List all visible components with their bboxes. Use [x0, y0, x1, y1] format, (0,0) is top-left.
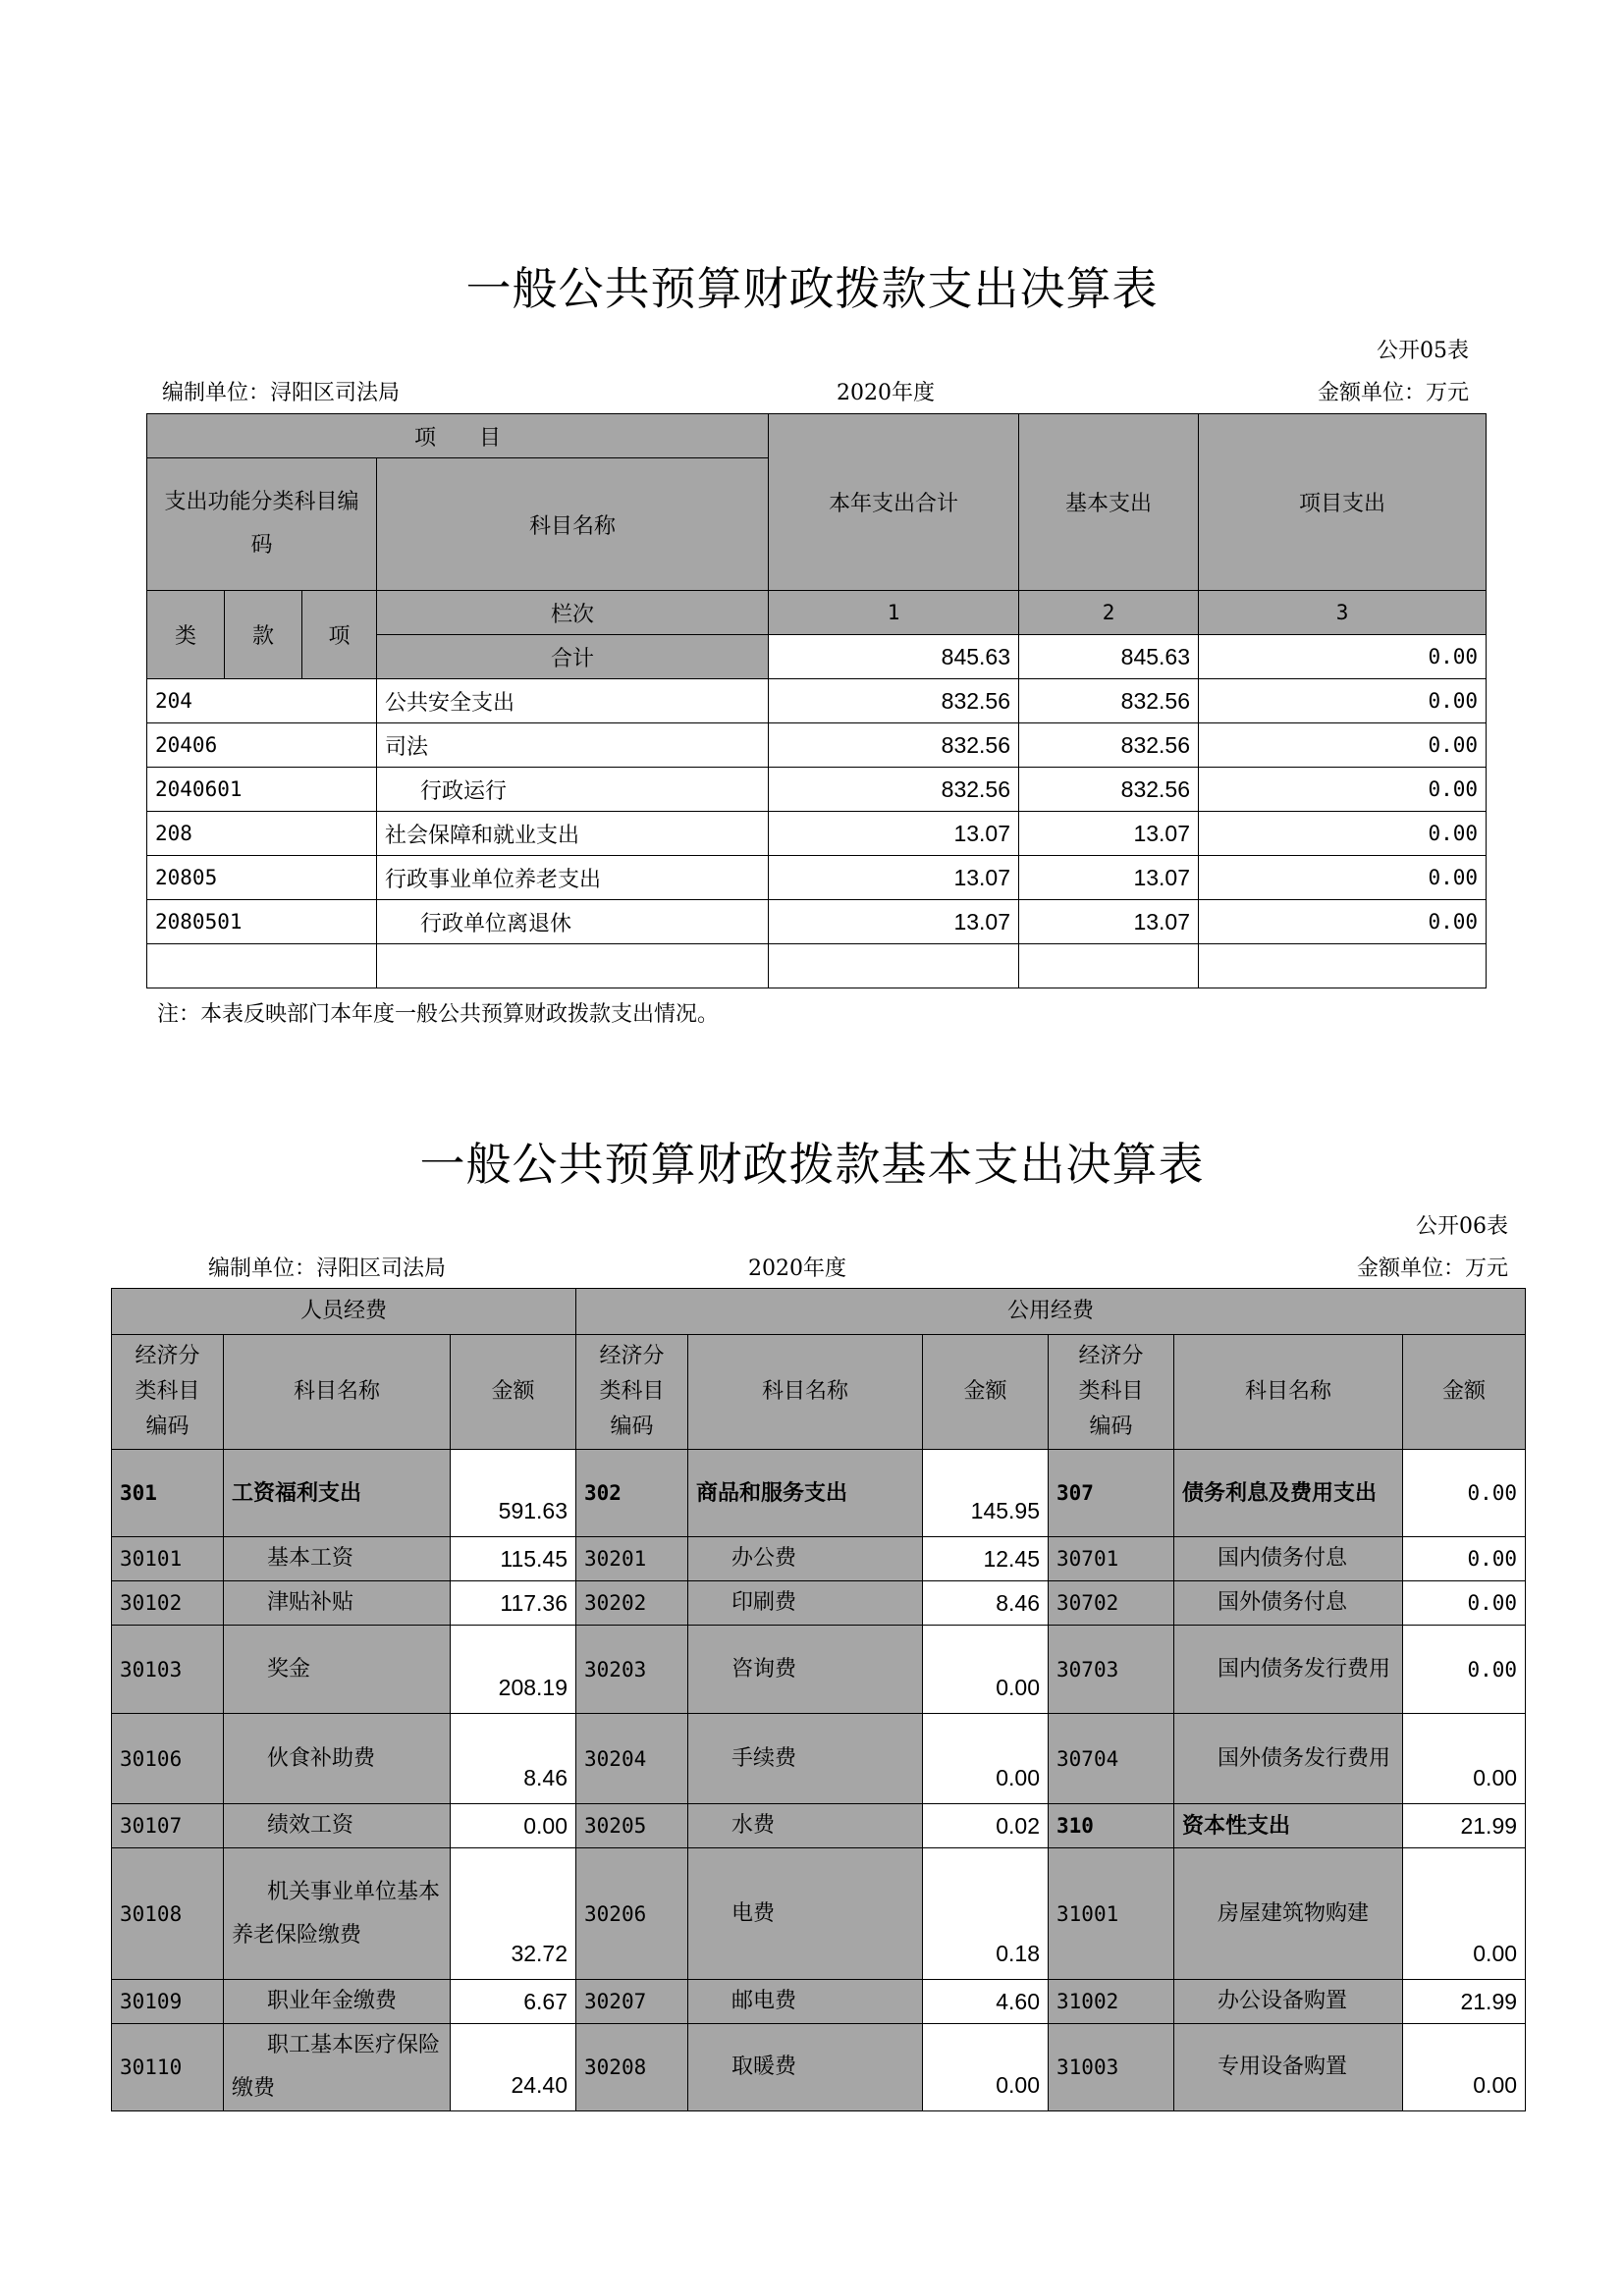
code: 30206	[576, 1848, 688, 1980]
name: 机关事业单位基本养老保险缴费	[224, 1848, 451, 1980]
header-amount: 金额	[923, 1335, 1049, 1450]
code: 31003	[1049, 2024, 1174, 2111]
row-total: 832.56	[769, 768, 1019, 812]
amount: 21.99	[1403, 1804, 1526, 1848]
table1-title: 一般公共预算财政拨款支出决算表	[465, 262, 1159, 315]
header-subject-name: 科目名称	[688, 1335, 923, 1450]
name: 手续费	[688, 1714, 923, 1804]
name: 职业年金缴费	[224, 1980, 451, 2024]
table-row	[112, 1848, 1526, 1980]
amount: 115.45	[451, 1537, 576, 1581]
amount: 208.19	[451, 1626, 576, 1714]
header-func-code: 支出功能分类科目编码	[147, 458, 377, 591]
amount: 0.00	[1403, 1848, 1526, 1980]
code: 30106	[112, 1714, 224, 1804]
header-amount: 金额	[1403, 1335, 1526, 1450]
amount: 0.00	[1403, 1581, 1526, 1626]
amount: 591.63	[451, 1450, 576, 1537]
row-basic: 832.56	[1019, 768, 1199, 812]
row-project: 0.00	[1199, 679, 1487, 723]
amount: 0.02	[923, 1804, 1049, 1848]
header-project: 项目支出	[1199, 414, 1487, 591]
table1	[146, 413, 1487, 988]
code: 30704	[1049, 1714, 1174, 1804]
row-code: 20805	[147, 856, 377, 900]
name: 房屋建筑物购建	[1174, 1848, 1403, 1980]
empty-cell	[377, 944, 769, 988]
sum-total: 845.63	[769, 635, 1019, 679]
header-personnel: 人员经费	[112, 1289, 576, 1335]
table-row	[112, 1537, 1526, 1581]
name: 电费	[688, 1848, 923, 1980]
row-code: 204	[147, 679, 377, 723]
amount: 12.45	[923, 1537, 1049, 1581]
row-basic: 13.07	[1019, 900, 1199, 944]
header-econ-code: 经济分类科目编码	[576, 1335, 688, 1450]
table-row	[112, 1980, 1526, 2024]
name: 职工基本医疗保险缴费	[224, 2024, 451, 2111]
sum-project: 0.00	[1199, 635, 1487, 679]
code: 30108	[112, 1848, 224, 1980]
code: 30202	[576, 1581, 688, 1626]
code: 30204	[576, 1714, 688, 1804]
table-row	[147, 900, 1487, 944]
amount: 32.72	[451, 1848, 576, 1980]
row-name: 行政单位离退休	[377, 900, 769, 944]
header-col3: 3	[1199, 591, 1487, 635]
code: 30207	[576, 1980, 688, 2024]
header-lei: 类	[147, 591, 225, 679]
table-row	[112, 2024, 1526, 2111]
table-row	[112, 1581, 1526, 1626]
row-project: 0.00	[1199, 812, 1487, 856]
header-amount: 金额	[451, 1335, 576, 1450]
header-subject-name: 科目名称	[377, 458, 769, 591]
code: 30110	[112, 2024, 224, 2111]
table-row	[112, 1714, 1526, 1804]
row-code: 2080501	[147, 900, 377, 944]
table2-year: 2020年度	[748, 1256, 846, 1281]
code: 30701	[1049, 1537, 1174, 1581]
table1-currency: 金额单位：万元	[1317, 381, 1469, 405]
code: 30103	[112, 1626, 224, 1714]
header-kuan: 款	[225, 591, 302, 679]
header-item: 项 目	[147, 414, 769, 458]
amount: 0.00	[1403, 2024, 1526, 2111]
amount: 0.00	[923, 2024, 1049, 2111]
row-project: 0.00	[1199, 900, 1487, 944]
empty-cell	[769, 944, 1019, 988]
name: 国外债务付息	[1174, 1581, 1403, 1626]
amount: 21.99	[1403, 1980, 1526, 2024]
header-col2: 2	[1019, 591, 1199, 635]
row-project: 0.00	[1199, 856, 1487, 900]
name: 印刷费	[688, 1581, 923, 1626]
code: 31001	[1049, 1848, 1174, 1980]
row-code: 20406	[147, 723, 377, 768]
table2-form-no: 公开06表	[1416, 1214, 1508, 1239]
code: 30203	[576, 1626, 688, 1714]
header-xiang: 项	[302, 591, 377, 679]
name: 津贴补贴	[224, 1581, 451, 1626]
row-basic: 13.07	[1019, 812, 1199, 856]
amount: 0.00	[1403, 1626, 1526, 1714]
table2-currency: 金额单位：万元	[1356, 1256, 1508, 1281]
table-row	[112, 1804, 1526, 1848]
code: 30703	[1049, 1626, 1174, 1714]
code: 30102	[112, 1581, 224, 1626]
name: 国外债务发行费用	[1174, 1714, 1403, 1804]
table-row	[147, 812, 1487, 856]
header-total: 本年支出合计	[769, 414, 1019, 591]
row-project: 0.00	[1199, 723, 1487, 768]
header-public: 公用经费	[576, 1289, 1526, 1335]
amount: 0.00	[451, 1804, 576, 1848]
empty-cell	[1019, 944, 1199, 988]
name: 资本性支出	[1174, 1804, 1403, 1848]
table1-note: 注：本表反映部门本年度一般公共预算财政拨款支出情况。	[157, 1002, 720, 1027]
empty-cell	[147, 944, 377, 988]
row-total: 832.56	[769, 723, 1019, 768]
amount: 4.60	[923, 1980, 1049, 2024]
name: 债务利息及费用支出	[1174, 1450, 1403, 1537]
code: 302	[576, 1450, 688, 1537]
name: 邮电费	[688, 1980, 923, 2024]
row-name: 行政事业单位养老支出	[377, 856, 769, 900]
code: 30109	[112, 1980, 224, 2024]
amount: 0.18	[923, 1848, 1049, 1980]
name: 伙食补助费	[224, 1714, 451, 1804]
name: 基本工资	[224, 1537, 451, 1581]
row-basic: 832.56	[1019, 679, 1199, 723]
table-row	[147, 679, 1487, 723]
table2-title: 一般公共预算财政拨款基本支出决算表	[419, 1138, 1205, 1191]
row-code: 2040601	[147, 768, 377, 812]
amount: 6.67	[451, 1980, 576, 2024]
name: 绩效工资	[224, 1804, 451, 1848]
row-basic: 13.07	[1019, 856, 1199, 900]
table2	[111, 1288, 1526, 2111]
name: 国内债务付息	[1174, 1537, 1403, 1581]
table2-unit-label: 编制单位：浔阳区司法局	[208, 1256, 447, 1281]
table-row-empty	[147, 944, 1487, 988]
row-total: 13.07	[769, 900, 1019, 944]
name: 专用设备购置	[1174, 2024, 1403, 2111]
row-code: 208	[147, 812, 377, 856]
header-subject-name: 科目名称	[224, 1335, 451, 1450]
table-row	[147, 723, 1487, 768]
amount: 8.46	[451, 1714, 576, 1804]
amount: 0.00	[923, 1626, 1049, 1714]
name: 办公设备购置	[1174, 1980, 1403, 2024]
code: 307	[1049, 1450, 1174, 1537]
name: 奖金	[224, 1626, 451, 1714]
amount: 0.00	[1403, 1537, 1526, 1581]
row-name: 公共安全支出	[377, 679, 769, 723]
table-row	[147, 768, 1487, 812]
amount: 0.00	[923, 1714, 1049, 1804]
code: 30702	[1049, 1581, 1174, 1626]
header-econ-code: 经济分类科目编码	[1049, 1335, 1174, 1450]
code: 30107	[112, 1804, 224, 1848]
row-name: 行政运行	[377, 768, 769, 812]
sum-label: 合计	[377, 635, 769, 679]
code: 30205	[576, 1804, 688, 1848]
row-name: 社会保障和就业支出	[377, 812, 769, 856]
code: 31002	[1049, 1980, 1174, 2024]
row-total: 832.56	[769, 679, 1019, 723]
name: 办公费	[688, 1537, 923, 1581]
row-total: 13.07	[769, 856, 1019, 900]
header-basic: 基本支出	[1019, 414, 1199, 591]
name: 水费	[688, 1804, 923, 1848]
amount: 24.40	[451, 2024, 576, 2111]
amount: 117.36	[451, 1581, 576, 1626]
row-name: 司法	[377, 723, 769, 768]
name: 咨询费	[688, 1626, 923, 1714]
table1-form-no: 公开05表	[1377, 339, 1469, 363]
table1-year: 2020年度	[837, 381, 935, 405]
code: 30201	[576, 1537, 688, 1581]
table-row	[112, 1450, 1526, 1537]
empty-cell	[1199, 944, 1487, 988]
header-column-no: 栏次	[377, 591, 769, 635]
amount: 0.00	[1403, 1450, 1526, 1537]
name: 国内债务发行费用	[1174, 1626, 1403, 1714]
row-total: 13.07	[769, 812, 1019, 856]
row-basic: 832.56	[1019, 723, 1199, 768]
amount: 0.00	[1403, 1714, 1526, 1804]
amount: 8.46	[923, 1581, 1049, 1626]
table1-unit-label: 编制单位：浔阳区司法局	[162, 381, 401, 405]
code: 310	[1049, 1804, 1174, 1848]
name: 取暖费	[688, 2024, 923, 2111]
row-project: 0.00	[1199, 768, 1487, 812]
header-econ-code: 经济分类科目编码	[112, 1335, 224, 1450]
name: 商品和服务支出	[688, 1450, 923, 1537]
table-row	[147, 856, 1487, 900]
sum-basic: 845.63	[1019, 635, 1199, 679]
code: 30208	[576, 2024, 688, 2111]
code: 301	[112, 1450, 224, 1537]
header-subject-name: 科目名称	[1174, 1335, 1403, 1450]
code: 30101	[112, 1537, 224, 1581]
name: 工资福利支出	[224, 1450, 451, 1537]
table-row	[112, 1626, 1526, 1714]
amount: 145.95	[923, 1450, 1049, 1537]
header-col1: 1	[769, 591, 1019, 635]
